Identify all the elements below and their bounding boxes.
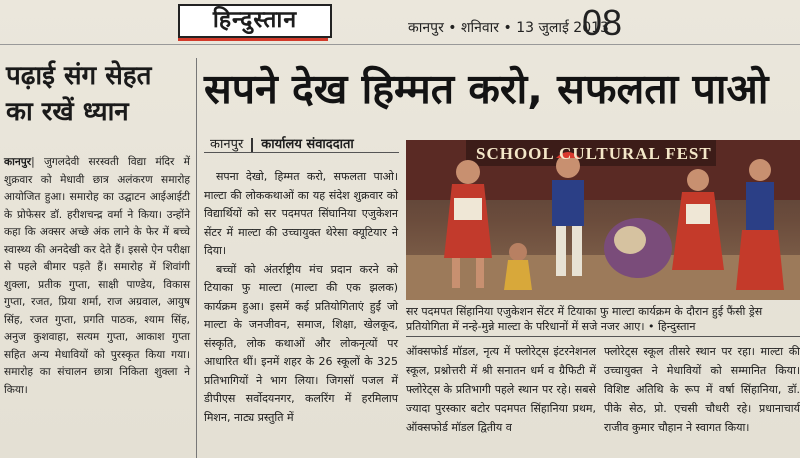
byline-rule xyxy=(204,152,399,153)
caption-credit: • हिन्दुस्तान xyxy=(648,320,696,333)
side-headline-line2: का रखें ध्यान xyxy=(6,97,129,127)
event-photo xyxy=(406,140,800,300)
side-story xyxy=(0,58,192,458)
main-story-body xyxy=(204,168,398,427)
photo-banner-text: SCHOOL CULTURAL FEST xyxy=(476,144,712,163)
byline-desk: कार्यालय संवाददाता xyxy=(261,137,354,152)
byline-separator xyxy=(251,138,253,152)
story-column-2 xyxy=(406,342,596,437)
masthead-rule xyxy=(0,44,800,45)
caption-text: सर पदमपत सिंहानिया एजुकेशन सेंटर में टियाका फु माल्टा कार्यक्रम के दौरान हुई फैंसी ड्रेस प्रतियोगिता में नन्हे-मुन्ने माल्टा के परिधानों में सजे नजर आए। xyxy=(406,305,763,333)
main-headline: सपने देख हिम्मत करो, सफलता पाओ xyxy=(204,65,769,113)
column-divider xyxy=(196,58,197,458)
logo-underline xyxy=(178,38,328,41)
photo-illustration xyxy=(406,140,800,300)
column-2-text: ऑक्सफोर्ड मॉडल, नृत्य में फ्लोरेट्स इंटरनेशनल स्कूल, प्रश्नोत्तरी में श्री सनातन धर्म व ग्रैफिटी में फ्लोरेट्स के प्रतिभागी पहले स्थान पर रहे। सबसे ज्यादा पुरस्कार बटोर पदमपत सिंहानिया प्रथम, ऑक्सफोर्ड मॉडल द्वितीय व xyxy=(406,345,596,434)
side-story-dateline: कानपुर xyxy=(4,156,32,168)
side-story-text: | जुगलदेवी सरस्वती विद्या मंदिर में शुक्रवार को मेधावी छात्र अलंकरण समारोह आयोजित हुआ। समारोह का उद्घाटन आईआईटी के प्रोफेसर डॉ. हरीशचन्द्र वर्मा ने किया। उन्होंने कहा कि अक्सर अच्छे अंक लाने के फेर में बच्चे स्वास्थ्य की अनदेखी कर देते हैं। इससे ऐन परीक्षा से पहले बीमार पड़ते हैं। समारोह में शिवांगी शुक्ला, प्रतीक गुप्ता, साक्षी पाण्डेय, विकास गुप्ता, रजत, प्रिया शर्मा, राज अग्रवाल, आयुष सिंह, रजत गुप्ता, प्रगति पाठक, श्याम सिंह, अनुज कुशवाहा, सत्यम गुप्ता, आकाश गुप्ता सहित अन्य मेधावियों को पुरस्कृत किया गया। समारोह का संचालन छात्रा निकिता शुक्ला ने किया। xyxy=(4,156,190,396)
masthead-dateline: कानपुर • शनिवार • 13 जुलाई 2013 xyxy=(408,20,609,36)
byline xyxy=(210,134,354,152)
paragraph-1: सपना देखो, हिम्मत करो, सफलता पाओ। माल्टा की लोककथाओं का यह संदेश शुक्रवार को विद्यार्थियों को सर पदमपत सिंघानिया एजुकेशन सेंटर में माल्टा की उच्चायुक्त थेरेसा क्यूटियार ने दिया। xyxy=(204,170,398,257)
newspaper-logo: हिन्दुस्तान xyxy=(178,4,332,38)
caption-rule xyxy=(406,336,800,337)
column-3-text: फ्लोरेट्स स्कूल तीसरे स्थान पर रहा। माल्टा की उच्चायुक्त ने मेधावियों को सम्मानित किया। विशिष्ट अतिथि के रूप में वर्षा सिंहानिया, डॉ. पीके सेठ, प्रो. एचसी चौधरी रहे। प्रधानाचार्य राजीव कुमार चौहान ने स्वागत किया। xyxy=(604,345,800,434)
masthead xyxy=(178,2,628,42)
story-column-3 xyxy=(604,342,800,437)
paragraph-2: बच्चों को अंतर्राष्ट्रीय मंच प्रदान करने को टियाका फु माल्टा (माल्टा की एक झलक) कार्यक्रम हुआ। इसमें कई प्रतियोगिताएं हुईं जो माल्टा के जनजीवन, समाज, शिक्षा, खेलकूद, संस्कृति, लोक कथाओं और लोकनृत्यों पर आधारित थीं। इनमें शहर के 26 स्कूलों के 325 प्रतिभागियों ने भाग लिया। जिगसॉ पजल में डीपीएस सर्वोदयनगर, कलरिंग में हरमिलाप मिशन, नाट्य प्रस्तुति में xyxy=(204,262,398,424)
side-story-body xyxy=(4,154,190,399)
side-headline-line1: पढ़ाई संग सेहत xyxy=(6,61,152,91)
photo-caption xyxy=(406,304,800,334)
side-story-headline xyxy=(0,58,192,130)
page-number: 08 xyxy=(582,2,623,43)
byline-city: कानपुर xyxy=(210,137,244,152)
